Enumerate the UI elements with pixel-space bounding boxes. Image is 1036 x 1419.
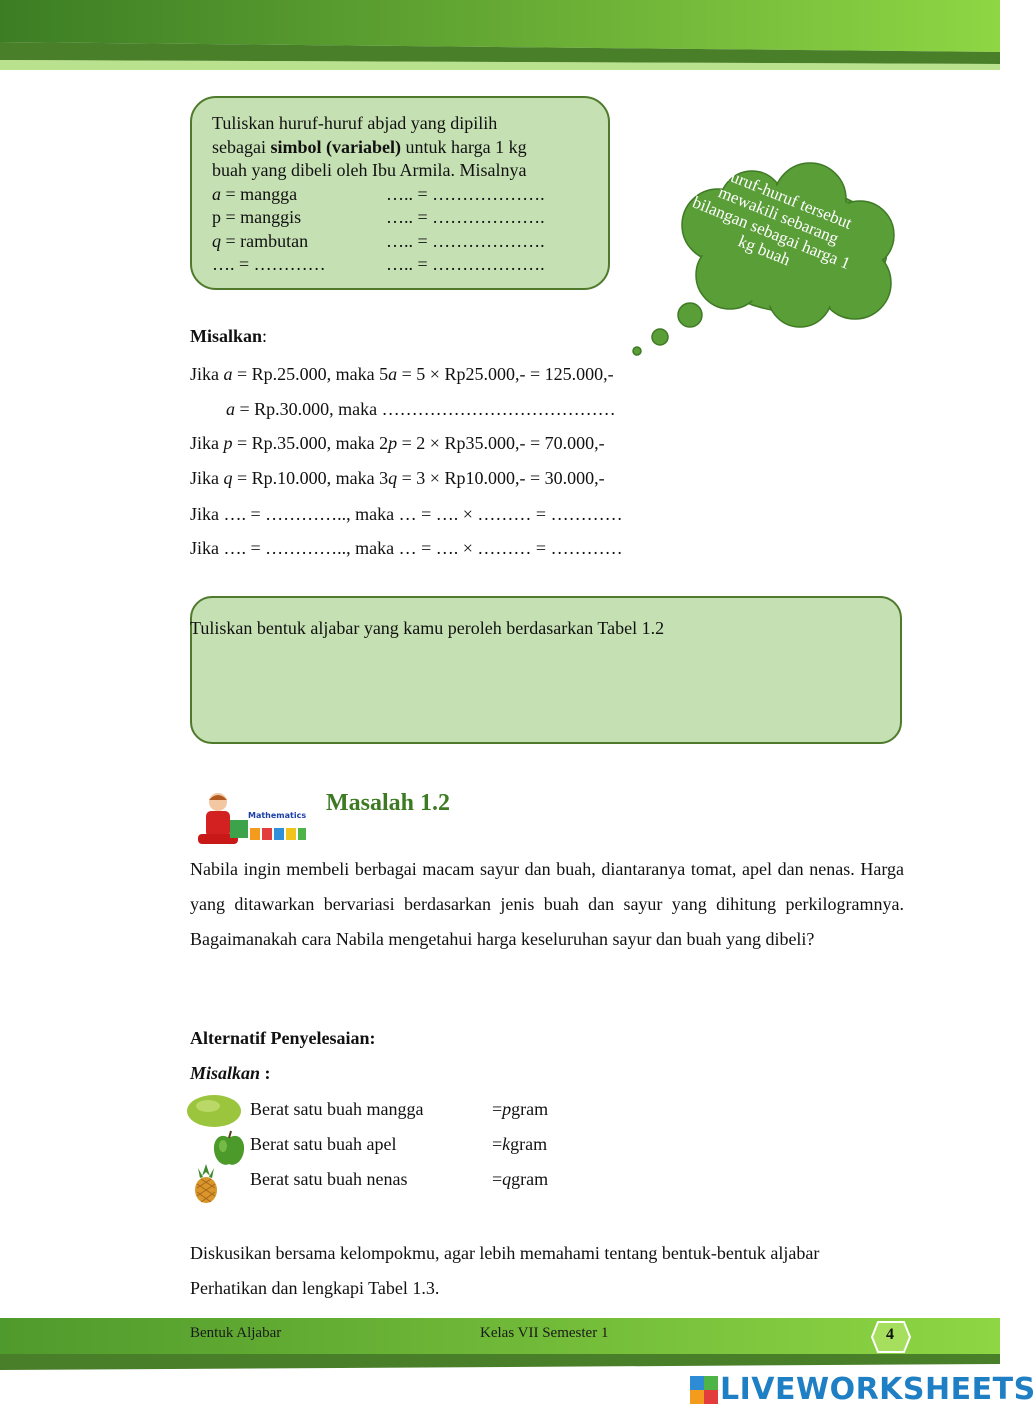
mango-icon [184, 1092, 244, 1130]
example-line-4: Jika q = Rp.10.000, maka 3q = 3 × Rp10.000,- = 30.000,- [190, 468, 605, 488]
header-band [0, 0, 1000, 84]
variable-row: …. = ………… ….. = ………………. [212, 254, 545, 274]
example-line-3: Jika p = Rp.35.000, maka 2p = 2 × Rp35.000,- = 70.000,- [190, 433, 605, 453]
solution-misalkan: Misalkan : [190, 1063, 271, 1083]
example-line-2: a = Rp.30.000, maka ………………………………… [226, 399, 616, 419]
variable-definition-row: Berat satu buah apel = k gram [250, 1134, 548, 1154]
discussion-line-1: Diskusikan bersama kelompokmu, agar lebih memahami tentang bentuk-bentuk aljabar [190, 1243, 820, 1263]
variable-instruction-text [212, 112, 592, 277]
liveworksheets-logo-icon [690, 1376, 718, 1404]
variable-definition-row: Berat satu buah nenas = q gram [250, 1169, 549, 1189]
variable-definition-row: Berat satu buah mangga = p gram [250, 1099, 549, 1119]
footer-class: Kelas VII Semester 1 [480, 1325, 609, 1341]
pineapple-icon [190, 1162, 222, 1204]
discussion-line-2: Perhatikan dan lengkapi Tabel 1.3. [190, 1278, 440, 1298]
problem-paragraph: Nabila ingin membeli berbagai macam sayur dan buah, diantaranya tomat, apel dan nenas. Harga yang ditawarkan bervariasi berdasarkan jenis buah dan sayur yang dihitung perkilogramnya. Bagaimanakah cara Nabila mengetahui harga keseluruhan sayur dan buah yang dibeli? [190, 859, 904, 949]
variable-row: p = manggis ….. = ………………. [212, 207, 545, 227]
box1-line3: buah yang dibeli oleh Ibu Armila. Misalnya [212, 160, 527, 180]
discussion-text [190, 1236, 910, 1306]
box1-line2: sebagai simbol (variabel) untuk harga 1 kg [212, 136, 527, 157]
box1-line1: Tuliskan huruf-huruf abjad yang dipilih [212, 113, 498, 133]
example-line-5: Jika …. = ………….., maka … = …. × ……… = ………… [190, 504, 623, 524]
variable-row: q = rambutan ….. = ………………. [212, 230, 545, 251]
example-line-1: Jika a = Rp.25.000, maka 5a = 5 × Rp25.000,- = 125.000,- [190, 364, 614, 384]
solution-heading: Alternatif Penyelesaian: [190, 1028, 376, 1048]
problem-title: Masalah 1.2 [326, 790, 451, 816]
mathematics-logo [192, 790, 308, 848]
footer-chapter: Bentuk Aljabar [190, 1325, 282, 1341]
thought-cloud-text: Huruf-huruf tersebut mewakili sebarang bilangan sebagai harga 1 kg buah [689, 162, 855, 274]
svg-text:Mathematics: Mathematics [248, 811, 307, 820]
page-number: 4 [886, 1326, 894, 1343]
misalkan-heading: Misalkan: [190, 326, 268, 346]
example-line-6: Jika …. = ………….., maka … = …. × ……… = ………… [190, 538, 623, 558]
variable-row: a = mangga ….. = ………………. [212, 183, 545, 204]
answer-box-prompt: Tuliskan bentuk aljabar yang kamu peroleh berdasarkan Tabel 1.2 [190, 618, 665, 638]
liveworksheets-brand: LIVEWORKSHEETS [720, 1372, 1036, 1407]
